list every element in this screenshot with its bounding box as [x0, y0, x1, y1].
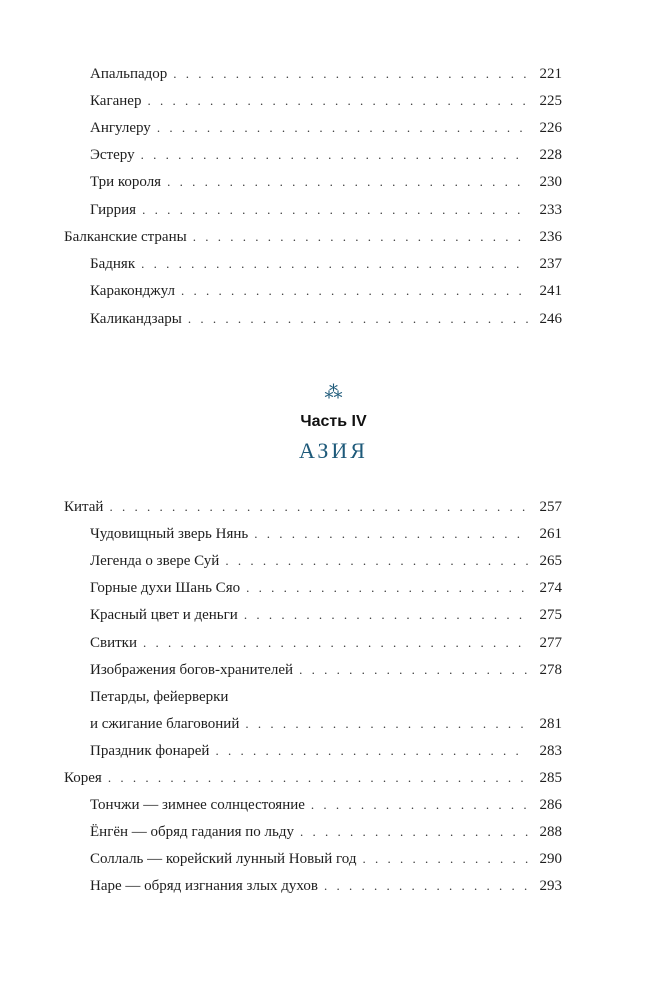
- dot-leader: [245, 714, 528, 734]
- toc-entry: [90, 200, 562, 220]
- part-title: АЗИЯ: [299, 438, 368, 463]
- toc-entry-title: Наре — обряд изгнания злых духов: [90, 878, 318, 894]
- toc-entry-page: 275: [539, 607, 562, 623]
- dot-leader: [141, 254, 528, 274]
- toc-entry-page: 265: [539, 553, 562, 569]
- toc-entry-title: Чудовищный зверь Нянь: [90, 526, 249, 542]
- toc-entry-page: 237: [539, 256, 562, 272]
- toc-entry: [90, 876, 562, 896]
- toc-entry-page: 233: [539, 202, 562, 218]
- toc-entry: [90, 605, 562, 625]
- toc-section: [64, 227, 562, 247]
- toc-entry-page: 286: [539, 797, 562, 813]
- dot-leader: [311, 795, 528, 815]
- dot-leader: [244, 605, 528, 625]
- dot-leader: [215, 741, 528, 761]
- toc-section-title: Китай: [64, 499, 104, 515]
- dot-leader: [300, 822, 528, 842]
- toc-entry-title: Каликандзары: [90, 311, 182, 327]
- toc-entry-page: 281: [539, 716, 562, 732]
- toc-entry: [90, 254, 562, 274]
- toc-entry: [90, 91, 562, 111]
- toc-entry-page: 241: [539, 283, 562, 299]
- toc-section-page: 285: [539, 770, 562, 786]
- toc-section: [64, 768, 562, 788]
- toc-entry-page: 283: [539, 743, 562, 759]
- toc-entry-page: 226: [539, 120, 562, 136]
- dot-leader: [142, 200, 528, 220]
- toc-entry: [90, 524, 562, 544]
- toc-entry: [90, 64, 562, 84]
- dot-leader: [299, 660, 528, 680]
- toc-entry-title: Бадняк: [90, 256, 136, 272]
- toc-section: [64, 497, 562, 517]
- toc-entry-page: 246: [539, 311, 562, 327]
- toc-entry: [90, 822, 562, 842]
- dot-leader: [246, 578, 528, 598]
- toc-entry-title: Караконджул: [90, 283, 175, 299]
- toc-entry-title: Каганер: [90, 93, 142, 109]
- toc-entry-page: 278: [539, 662, 562, 678]
- dot-leader: [167, 172, 528, 192]
- toc-entry-page: 290: [539, 851, 562, 867]
- toc-entry-title: Праздник фонарей: [90, 743, 210, 759]
- toc-entry-title: Легенда о звере Суй: [90, 553, 220, 569]
- toc-entry-title: Апальпадор: [90, 66, 168, 82]
- toc-section-page: 236: [539, 229, 562, 245]
- dot-leader: [157, 118, 528, 138]
- dot-leader: [173, 64, 528, 84]
- toc-entry-title: Красный цвет и деньги: [90, 607, 238, 623]
- toc-entry-title: Эстеру: [90, 147, 135, 163]
- toc-entry: [90, 281, 562, 301]
- dot-leader: [188, 309, 528, 329]
- dot-leader: [181, 281, 528, 301]
- dot-leader: [108, 768, 528, 788]
- toc-entry-title: Горные духи Шань Сяо: [90, 580, 241, 596]
- toc-entry-title: и сжигание благовоний: [90, 716, 240, 732]
- dot-leader: [193, 227, 528, 247]
- dot-leader: [147, 91, 528, 111]
- dot-leader: [324, 876, 528, 896]
- toc-entry: [90, 578, 562, 598]
- toc-entry: [90, 660, 562, 680]
- toc-entry-title: Гиррия: [90, 202, 137, 218]
- toc-entry-title: Ёнгён — обряд гадания по льду: [90, 824, 294, 840]
- toc-entry-title: Изображения богов-хранителей: [90, 662, 294, 678]
- toc-entry-page: 277: [539, 635, 562, 651]
- toc-entry-title: Тончжи — зимнее солнцестояние: [90, 797, 305, 813]
- toc-entry-page: 288: [539, 824, 562, 840]
- dot-leader: [363, 849, 529, 869]
- toc-entry-title: Ангулеру: [90, 120, 151, 136]
- toc-entry: [90, 309, 562, 329]
- dot-leader: [141, 145, 528, 165]
- ornament-icon: ⁂: [324, 382, 343, 402]
- dot-leader: [143, 633, 528, 653]
- dot-leader: [254, 524, 528, 544]
- dot-leader: [225, 551, 528, 571]
- toc-entry-title: Соллаль — корейский лунный Новый год: [90, 851, 357, 867]
- dot-leader: [109, 497, 528, 517]
- toc-entry-page: 225: [539, 93, 562, 109]
- toc-section-title: Балканские страны: [64, 229, 187, 245]
- toc-entry-page: 228: [539, 147, 562, 163]
- toc-entry: [90, 145, 562, 165]
- toc-entry-page: 261: [539, 526, 562, 542]
- toc-entry-page: 274: [539, 580, 562, 596]
- toc-entry-title: Свитки: [90, 635, 137, 651]
- toc-entry-page: 230: [539, 174, 562, 190]
- toc-entry-page: 293: [539, 878, 562, 894]
- toc-section-title: Корея: [64, 770, 102, 786]
- toc-section-page: 257: [539, 499, 562, 515]
- toc-entry-title: Три короля: [90, 174, 162, 190]
- toc-entry: [90, 741, 562, 761]
- toc-entry: [90, 795, 562, 815]
- part-label: Часть IV: [300, 413, 367, 430]
- toc-entry: [90, 633, 562, 653]
- toc-entry: [90, 172, 562, 192]
- toc-entry: [90, 714, 562, 734]
- toc-entry-title: Петарды, фейерверки: [90, 689, 229, 705]
- toc-entry: [90, 551, 562, 571]
- toc-entry-page: 221: [539, 66, 562, 82]
- toc-entry: [90, 118, 562, 138]
- toc-entry: [90, 849, 562, 869]
